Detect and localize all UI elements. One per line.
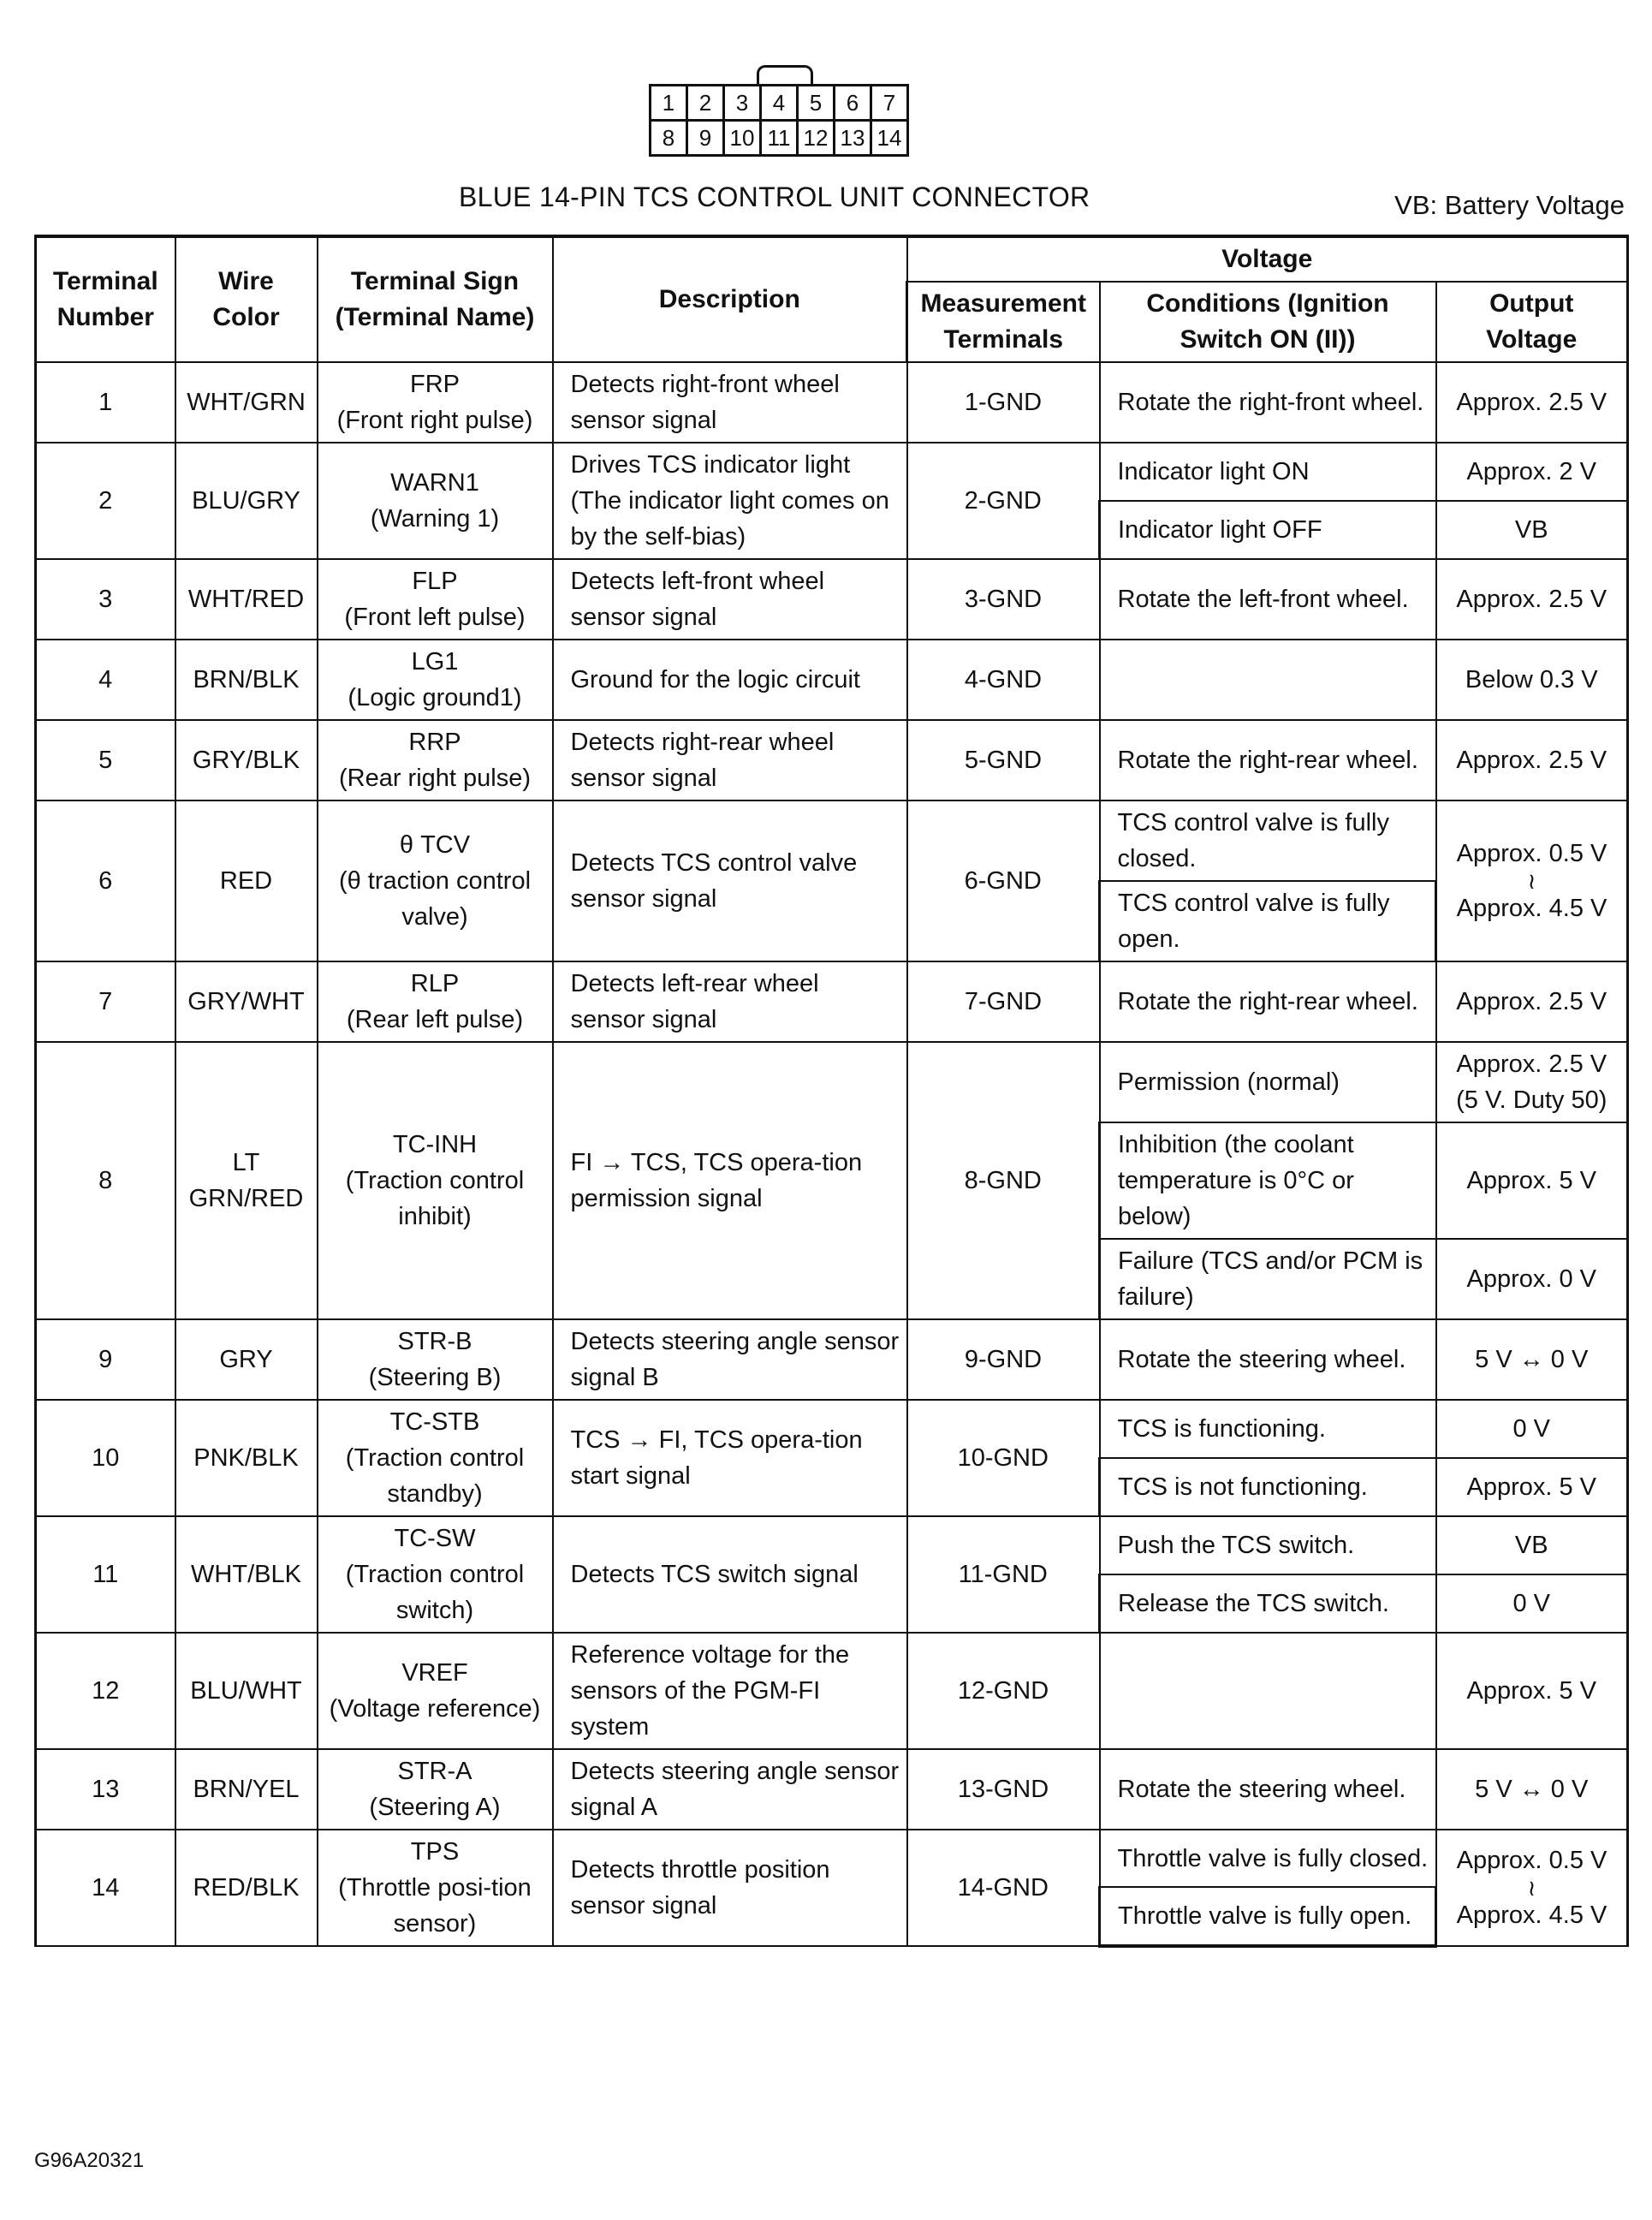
- terminal-sign-name: (Logic ground1): [348, 684, 522, 711]
- output-voltage: Approx. 2.5 V: [1436, 362, 1628, 443]
- measurement-terminals: 3-GND: [907, 559, 1100, 640]
- wire-color: GRY/BLK: [175, 720, 318, 801]
- condition: Throttle valve is fully closed.: [1100, 1830, 1436, 1887]
- header-terminal-number: Terminal Number: [36, 236, 175, 362]
- range-from: Approx. 0.5 V: [1456, 1847, 1607, 1874]
- condition: Release the TCS switch.: [1100, 1574, 1436, 1633]
- output-voltage: 5 V ↔ 0 V: [1436, 1749, 1628, 1830]
- wire-color: LT GRN/RED: [175, 1042, 318, 1319]
- wire-color: WHT/RED: [175, 559, 318, 640]
- output-voltage: 0 V: [1436, 1400, 1628, 1458]
- output-voltage: Approx. 5 V: [1436, 1633, 1628, 1749]
- measurement-terminals: 2-GND: [907, 443, 1100, 559]
- output-voltage: 5 V ↔ 0 V: [1436, 1319, 1628, 1400]
- terminal-sign-code: RLP: [410, 970, 460, 997]
- description: Detects left-rear wheel sensor signal: [553, 961, 907, 1042]
- terminal-sign-code: TPS: [410, 1838, 460, 1866]
- terminal-number: 13: [36, 1749, 175, 1830]
- connector-diagram: [649, 84, 916, 159]
- header-conditions: Conditions (Ignition Switch ON (II)): [1100, 282, 1436, 362]
- terminal-sign-name: (Rear right pulse): [338, 765, 532, 792]
- condition: Rotate the right-front wheel.: [1100, 362, 1436, 443]
- terminal-sign: [318, 443, 553, 559]
- header-description: Description: [553, 236, 907, 362]
- condition: Inhibition (the coolant temperature is 0°C or below): [1100, 1122, 1436, 1239]
- wire-color: RED: [175, 801, 318, 961]
- connector-pin: 12: [798, 121, 835, 156]
- table-row: [36, 801, 1628, 881]
- terminal-number: 11: [36, 1516, 175, 1633]
- connector-pin: 4: [761, 86, 798, 121]
- terminal-number: 12: [36, 1633, 175, 1749]
- figure-code: G96A20321: [34, 2149, 145, 2172]
- terminal-sign-name: (θ traction control valve): [338, 867, 532, 931]
- description: Detects right-front wheel sensor signal: [553, 362, 907, 443]
- table-row: [36, 1042, 1628, 1122]
- terminal-number: 4: [36, 640, 175, 720]
- condition: Rotate the left-front wheel.: [1100, 559, 1436, 640]
- table-row: [36, 1633, 1628, 1749]
- wire-color: BLU/GRY: [175, 443, 318, 559]
- output-voltage: VB: [1436, 501, 1628, 559]
- terminal-sign: [318, 801, 553, 961]
- description: Detects TCS control valve sensor signal: [553, 801, 907, 961]
- terminal-sign-code: RRP: [408, 729, 461, 756]
- condition: TCS control valve is fully closed.: [1100, 801, 1436, 881]
- terminal-sign-code: WARN1: [390, 469, 479, 497]
- table-row: [36, 1516, 1628, 1574]
- condition: TCS control valve is fully open.: [1100, 881, 1436, 961]
- measurement-terminals: 10-GND: [907, 1400, 1100, 1516]
- terminal-sign: [318, 1633, 553, 1749]
- terminal-number: 7: [36, 961, 175, 1042]
- table-row: [36, 362, 1628, 443]
- connector-pin: 6: [835, 86, 871, 121]
- terminal-number: 9: [36, 1319, 175, 1400]
- condition: Throttle valve is fully open.: [1100, 1887, 1436, 1946]
- condition: Rotate the steering wheel.: [1100, 1749, 1436, 1830]
- table-row: [36, 1400, 1628, 1458]
- measurement-terminals: 4-GND: [907, 640, 1100, 720]
- connector-pin-grid: [649, 84, 909, 157]
- output-voltage: Approx. 5 V: [1436, 1122, 1628, 1239]
- condition: Indicator light OFF: [1100, 501, 1436, 559]
- output-voltage: Approx. 2.5 V: [1436, 559, 1628, 640]
- terminal-sign-code: TC-INH: [392, 1131, 478, 1158]
- terminal-sign-name: (Front left pulse): [344, 604, 526, 631]
- wire-color: BRN/BLK: [175, 640, 318, 720]
- terminal-sign-name: (Rear left pulse): [346, 1006, 524, 1033]
- description: Detects right-rear wheel sensor signal: [553, 720, 907, 801]
- terminal-sign-name: (Warning 1): [370, 505, 500, 533]
- header-terminal-sign: Terminal Sign (Terminal Name): [318, 236, 553, 362]
- measurement-terminals: 9-GND: [907, 1319, 1100, 1400]
- table-row: [36, 1830, 1628, 1887]
- range-to: Approx. 4.5 V: [1456, 895, 1607, 922]
- connector-pin: 10: [724, 121, 761, 156]
- description: Detects steering angle sensor signal B: [553, 1319, 907, 1400]
- condition: TCS is not functioning.: [1100, 1458, 1436, 1516]
- description: Detects steering angle sensor signal A: [553, 1749, 907, 1830]
- table-row: [36, 640, 1628, 720]
- condition: [1100, 1633, 1436, 1749]
- output-voltage: 0 V: [1436, 1574, 1628, 1633]
- description: Reference voltage for the sensors of the PGM-FI system: [553, 1633, 907, 1749]
- range-separator: ≀: [1527, 868, 1536, 894]
- terminal-table: [34, 235, 1629, 1948]
- output-voltage: VB: [1436, 1516, 1628, 1574]
- measurement-terminals: 12-GND: [907, 1633, 1100, 1749]
- connector-pin: 2: [687, 86, 724, 121]
- header-wire-color: Wire Color: [175, 236, 318, 362]
- terminal-sign-code: STR-A: [397, 1758, 472, 1785]
- terminal-sign: [318, 559, 553, 640]
- table-row: [36, 720, 1628, 801]
- measurement-terminals: 1-GND: [907, 362, 1100, 443]
- description: Drives TCS indicator light (The indicator light comes on by the self-bias): [553, 443, 907, 559]
- terminal-number: 2: [36, 443, 175, 559]
- terminal-sign-code: FRP: [410, 371, 460, 398]
- wire-color: WHT/GRN: [175, 362, 318, 443]
- description: Detects left-front wheel sensor signal: [553, 559, 907, 640]
- terminal-number: 6: [36, 801, 175, 961]
- terminal-sign-name: (Front right pulse): [336, 407, 533, 434]
- terminal-number: 1: [36, 362, 175, 443]
- output-voltage: Approx. 2.5 V: [1436, 961, 1628, 1042]
- terminal-sign: [318, 640, 553, 720]
- terminal-sign: [318, 1830, 553, 1946]
- terminal-sign: [318, 961, 553, 1042]
- description: Detects throttle position sensor signal: [553, 1830, 907, 1946]
- connector-pin: 3: [724, 86, 761, 121]
- output-voltage: Approx. 5 V: [1436, 1458, 1628, 1516]
- output-voltage-range: [1436, 1830, 1628, 1946]
- terminal-sign: [318, 362, 553, 443]
- terminal-sign-name: (Traction control standby): [345, 1444, 525, 1508]
- connector-pin: 8: [651, 121, 687, 156]
- wire-color: RED/BLK: [175, 1830, 318, 1946]
- terminal-sign-code: TC-STB: [389, 1408, 480, 1436]
- connector-caption: BLUE 14-PIN TCS CONTROL UNIT CONNECTOR: [459, 182, 1090, 212]
- table-row: [36, 443, 1628, 501]
- wire-color: WHT/BLK: [175, 1516, 318, 1633]
- condition: [1100, 640, 1436, 720]
- table-row: [36, 961, 1628, 1042]
- terminal-sign-name: (Throttle posi-tion sensor): [338, 1874, 532, 1937]
- table-row: [36, 1319, 1628, 1400]
- terminal-number: 10: [36, 1400, 175, 1516]
- terminal-sign-code: LG1: [411, 648, 459, 676]
- range-separator: ≀: [1527, 1875, 1536, 1901]
- header-measurement: Measurement Terminals: [907, 282, 1100, 362]
- output-voltage: Approx. 0 V: [1436, 1239, 1628, 1319]
- wire-color: GRY/WHT: [175, 961, 318, 1042]
- terminal-sign-code: STR-B: [397, 1328, 472, 1355]
- connector-pin: 9: [687, 121, 724, 156]
- condition: Rotate the right-rear wheel.: [1100, 720, 1436, 801]
- output-voltage: Below 0.3 V: [1436, 640, 1628, 720]
- output-voltage: Approx. 2 V: [1436, 443, 1628, 501]
- terminal-sign: [318, 720, 553, 801]
- condition: Permission (normal): [1100, 1042, 1436, 1122]
- terminal-sign-name: (Voltage reference): [329, 1695, 541, 1723]
- terminal-sign-code: VREF: [401, 1659, 468, 1687]
- measurement-terminals: 5-GND: [907, 720, 1100, 801]
- condition: Push the TCS switch.: [1100, 1516, 1436, 1574]
- condition: Rotate the steering wheel.: [1100, 1319, 1436, 1400]
- condition: Failure (TCS and/or PCM is failure): [1100, 1239, 1436, 1319]
- measurement-terminals: 7-GND: [907, 961, 1100, 1042]
- table-row: [36, 1749, 1628, 1830]
- range-from: Approx. 0.5 V: [1456, 840, 1607, 867]
- terminal-sign: [318, 1749, 553, 1830]
- terminal-sign-code: FLP: [412, 568, 458, 595]
- range-to: Approx. 4.5 V: [1456, 1902, 1607, 1929]
- terminal-number: 8: [36, 1042, 175, 1319]
- measurement-terminals: 13-GND: [907, 1749, 1100, 1830]
- wire-color: PNK/BLK: [175, 1400, 318, 1516]
- terminal-number: 14: [36, 1830, 175, 1946]
- header-voltage: Voltage: [907, 236, 1628, 282]
- terminal-sign-name: (Traction control switch): [345, 1561, 525, 1624]
- description: Ground for the logic circuit: [553, 640, 907, 720]
- connector-pin: 13: [835, 121, 871, 156]
- description: Detects TCS switch signal: [553, 1516, 907, 1633]
- terminal-sign: [318, 1042, 553, 1319]
- terminal-sign-name: (Traction control inhibit): [345, 1167, 525, 1230]
- terminal-number: 3: [36, 559, 175, 640]
- table-row: [36, 559, 1628, 640]
- terminal-sign-code: θ TCV: [399, 831, 471, 859]
- measurement-terminals: 6-GND: [907, 801, 1100, 961]
- connector-pin: 7: [871, 86, 908, 121]
- measurement-terminals: 11-GND: [907, 1516, 1100, 1633]
- vb-note: VB: Battery Voltage: [1394, 190, 1625, 220]
- wire-color: GRY: [175, 1319, 318, 1400]
- condition: Rotate the right-rear wheel.: [1100, 961, 1436, 1042]
- terminal-sign: [318, 1516, 553, 1633]
- output-voltage: Approx. 2.5 V (5 V. Duty 50): [1436, 1042, 1628, 1122]
- connector-pin: 1: [651, 86, 687, 121]
- description: FI → TCS, TCS opera-tion permission signal: [553, 1042, 907, 1319]
- measurement-terminals: 8-GND: [907, 1042, 1100, 1319]
- connector-pin: 5: [798, 86, 835, 121]
- output-voltage: Approx. 2.5 V: [1436, 720, 1628, 801]
- header-output: Output Voltage: [1436, 282, 1628, 362]
- output-voltage-range: [1436, 801, 1628, 961]
- terminal-sign-code: TC-SW: [394, 1525, 476, 1552]
- terminal-sign-name: (Steering A): [369, 1794, 501, 1821]
- wire-color: BLU/WHT: [175, 1633, 318, 1749]
- terminal-sign-name: (Steering B): [368, 1364, 502, 1391]
- terminal-number: 5: [36, 720, 175, 801]
- terminal-sign: [318, 1319, 553, 1400]
- measurement-terminals: 14-GND: [907, 1830, 1100, 1946]
- description: TCS → FI, TCS opera-tion start signal: [553, 1400, 907, 1516]
- wire-color: BRN/YEL: [175, 1749, 318, 1830]
- condition: TCS is functioning.: [1100, 1400, 1436, 1458]
- connector-pin: 14: [871, 121, 908, 156]
- terminal-sign: [318, 1400, 553, 1516]
- connector-pin: 11: [761, 121, 798, 156]
- condition: Indicator light ON: [1100, 443, 1436, 501]
